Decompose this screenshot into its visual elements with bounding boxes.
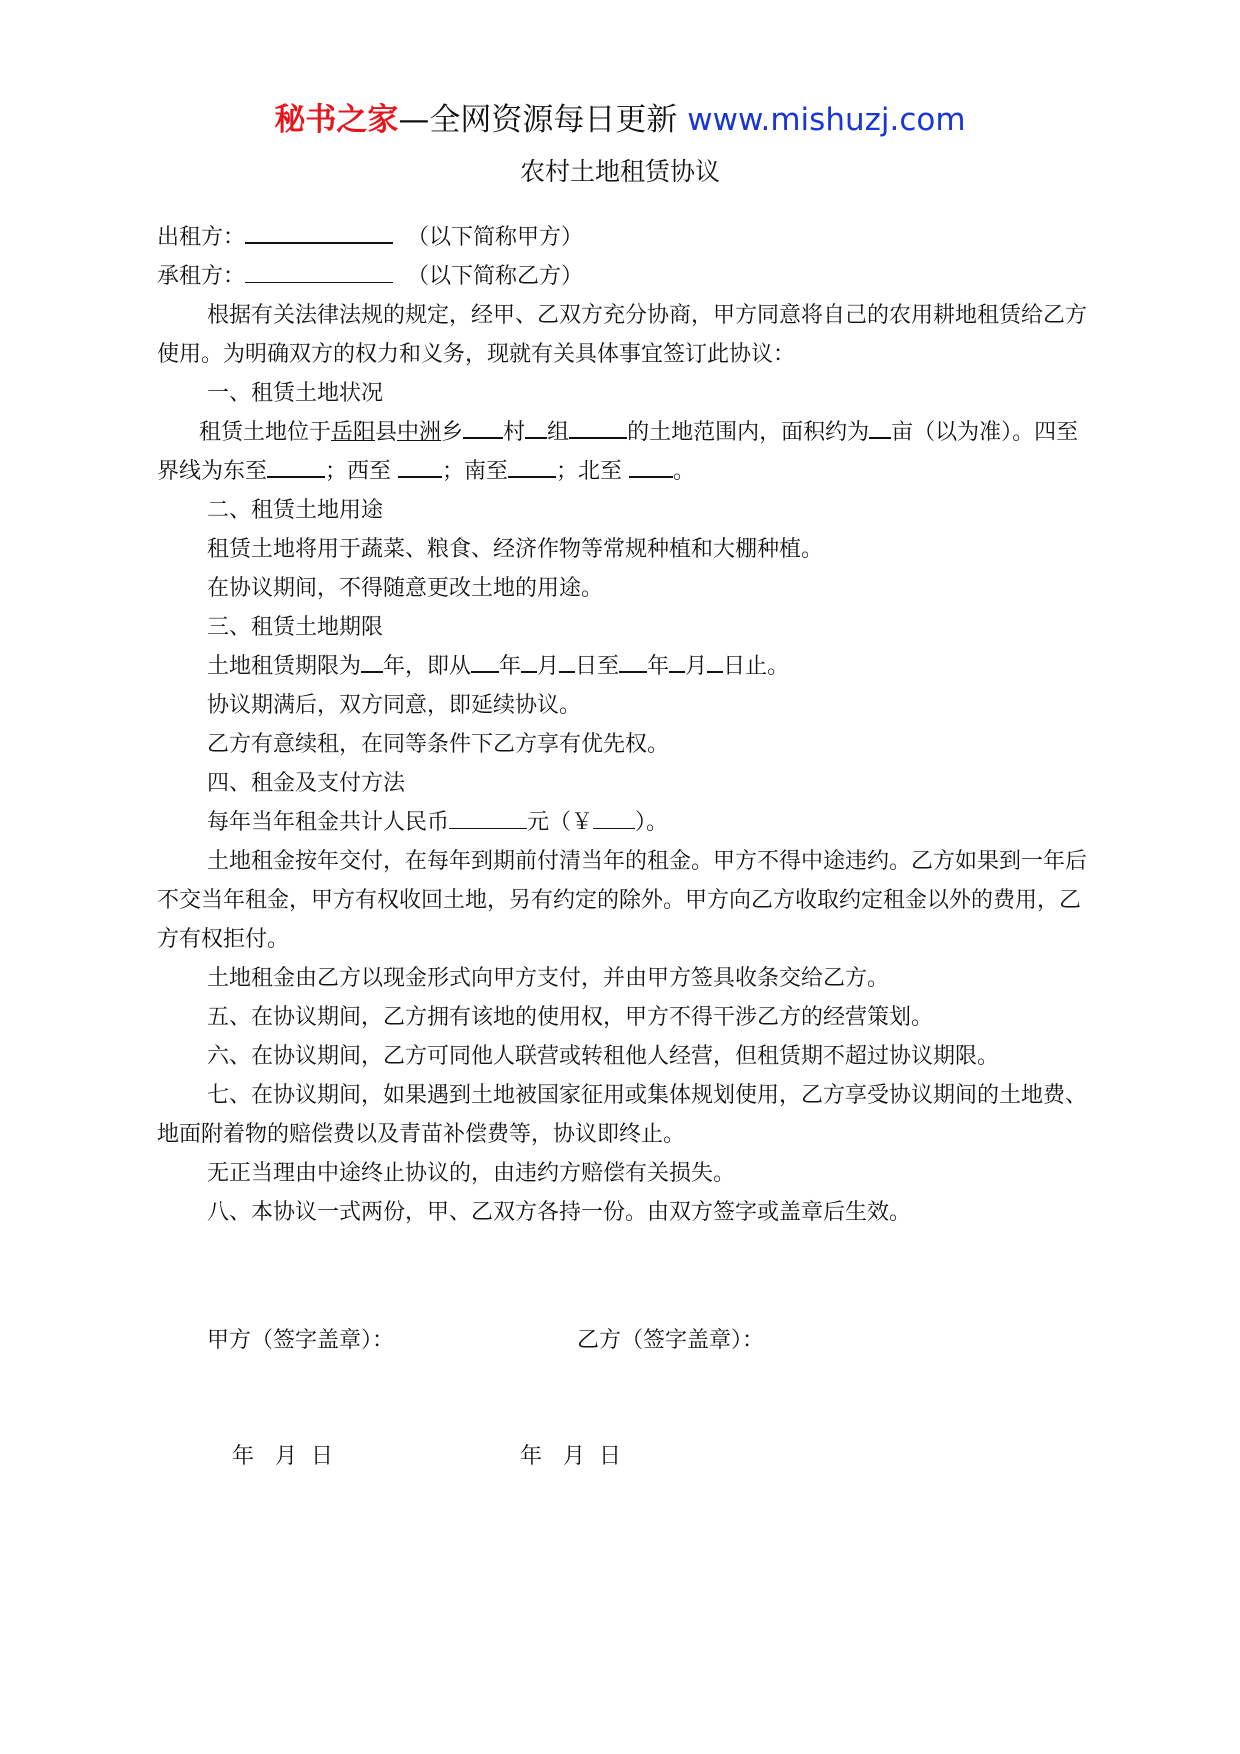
section-6: 六、在协议期间，乙方可同他人联营或转租他人经营，但租赁期不超过协议期限。 (207, 1044, 1000, 1069)
start-year-blank (471, 647, 499, 673)
section-7-paragraph-1: 七、在协议期间，如果遇到土地被国家征用或集体规划使用，乙方享受协议期间的土地费、地面附着物的赔偿费以及青苗补偿费等，协议即终止。 (157, 1083, 1088, 1147)
lessor-name-blank (245, 218, 393, 244)
start-month-blank (521, 647, 537, 673)
s1-text-5: 组 (547, 420, 570, 445)
s3-text-7: 月 (685, 654, 708, 679)
banner-slogan: —全网资源每日更新 (398, 102, 688, 138)
s3-text-6: 年 (647, 654, 670, 679)
s1-text-3: 乡 (441, 420, 464, 445)
term-years-blank (361, 647, 383, 673)
s1-text-4: 村 (503, 420, 526, 445)
s1-text-7: 亩（以为准）。四至界线为东至 (157, 420, 1079, 484)
s3-text-3: 年 (499, 654, 522, 679)
section-2-paragraph-2: 在协议期间，不得随意更改土地的用途。 (207, 576, 604, 601)
section-5: 五、在协议期间，乙方拥有该地的使用权，甲方不得干涉乙方的经营策划。 (207, 1005, 934, 1030)
s1-text-11: 。 (673, 459, 696, 484)
section-4-paragraph-2: 土地租金按年交付，在每年到期前付清当年的租金。甲方不得中途违约。乙方如果到一年后不交当年租金，甲方有权收回土地，另有约定的除外。甲方向乙方收取约定租金以外的费用，乙方有权拒付。 (157, 849, 1088, 952)
end-day-blank (707, 647, 723, 673)
section-4-heading: 四、租金及支付方法 (207, 771, 406, 796)
rent-amount-blank (449, 804, 527, 829)
s3-text-4: 月 (537, 654, 560, 679)
party-b-signature-label: 乙方（签字盖章）： (577, 1328, 765, 1353)
section-2-heading: 二、租赁土地用途 (207, 498, 384, 523)
group-blank (525, 413, 547, 439)
s3-text-5: 日至 (575, 654, 620, 679)
end-year-blank (619, 647, 647, 673)
section-7-paragraph-2: 无正当理由中途终止协议的，由违约方赔偿有关损失。 (207, 1161, 736, 1186)
lessee-line (157, 257, 1092, 296)
end-month-blank (669, 647, 685, 673)
site-banner (0, 100, 1240, 140)
section-4-paragraph-3: 土地租金由乙方以现金形式向甲方支付，并由甲方签具收条交给乙方。 (207, 966, 890, 991)
s4-text-1: 每年当年租金共计人民币 (207, 810, 450, 835)
s1-text-6: 的土地范围内，面积约为 (627, 420, 870, 445)
section-4-paragraph-1 (157, 803, 1092, 842)
party-a-signature-label: 甲方（签字盖章）： (207, 1328, 395, 1353)
s1-text-2: 县 (375, 420, 398, 445)
s4-text-3: ）。 (635, 810, 669, 835)
lessor-note: （以下简称甲方） (407, 225, 584, 250)
start-day-blank (559, 647, 575, 673)
s3-text-1: 土地租赁期限为 (207, 654, 362, 679)
section-3-paragraph-1 (157, 647, 1092, 686)
s1-text-9: ；南至 (442, 459, 509, 484)
banner-url[interactable]: www.mishuzj.com (687, 102, 966, 138)
lessee-label: 承租方： (157, 264, 246, 289)
s1-text-1: 租赁土地位于 (199, 420, 332, 445)
section-1-paragraph (157, 413, 1092, 491)
banner-brand: 秘书之家 (274, 102, 399, 138)
party-a-date: 年 月 日 (232, 1444, 333, 1469)
land-range-blank (569, 413, 627, 439)
section-2-paragraph-1: 租赁土地将用于蔬菜、粮食、经济作物等常规种植和大棚种植。 (207, 537, 824, 562)
town-name: 中洲 (397, 420, 442, 445)
document-body (157, 218, 1092, 1232)
west-boundary-blank (398, 452, 442, 478)
north-boundary-blank (629, 452, 673, 478)
east-boundary-blank (267, 452, 325, 478)
village-blank (463, 413, 503, 439)
county-name: 岳阳 (331, 420, 376, 445)
south-boundary-blank (508, 452, 556, 478)
party-b-date: 年 月 日 (520, 1444, 621, 1469)
section-8: 八、本协议一式两份，甲、乙双方各持一份。由双方签字或盖章后生效。 (207, 1200, 912, 1225)
s1-text-8: ；西至 (325, 459, 399, 484)
lessee-note: （以下简称乙方） (407, 264, 584, 289)
section-3-heading: 三、租赁土地期限 (207, 615, 384, 640)
section-3-paragraph-3: 乙方有意续租，在同等条件下乙方享有优先权。 (207, 732, 670, 757)
section-1-heading: 一、租赁土地状况 (207, 381, 384, 406)
s1-text-10: ；北至 (556, 459, 630, 484)
s3-text-8: 日止。 (723, 654, 790, 679)
rent-figure-blank (593, 804, 635, 829)
document-title: 农村土地租赁协议 (519, 157, 720, 186)
lessee-name-blank (245, 258, 393, 283)
lessor-line (157, 218, 1092, 257)
intro-paragraph: 根据有关法律法规的规定，经甲、乙双方充分协商，甲方同意将自己的农用耕地租赁给乙方使用。为明确双方的权力和义务，现就有关具体事宜签订此协议： (157, 303, 1088, 367)
s3-text-2: 年，即从 (383, 654, 472, 679)
section-3-paragraph-2: 协议期满后，双方同意，即延续协议。 (207, 693, 582, 718)
s4-text-2: 元（￥ (527, 810, 594, 835)
area-blank (869, 413, 891, 439)
lessor-label: 出租方： (157, 225, 246, 250)
